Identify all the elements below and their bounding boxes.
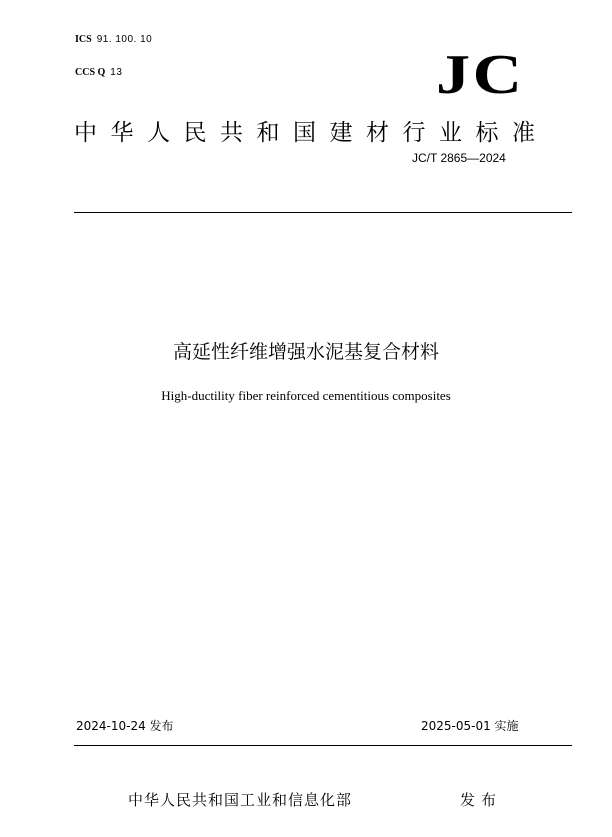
ccs-label: CCS Q [75, 67, 106, 78]
ics-code: 91. 100. 10 [96, 34, 153, 45]
effective-date: 2025-05-01 实施 [421, 719, 519, 733]
release-date: 2024-10-24 发布 [76, 719, 174, 733]
document-title-en: High-ductility fiber reinforced cementitious composites [161, 388, 451, 403]
ccs-code: 13 [110, 67, 123, 78]
top-divider [74, 212, 572, 213]
bottom-divider [74, 745, 572, 746]
document-title-cn: 高延性纤维增强水泥基复合材料 [172, 341, 439, 363]
issuer-action: 发布 [460, 791, 503, 809]
issuer-name: 中华人民共和国工业和信息化部 [128, 791, 353, 809]
ics-classification [75, 34, 152, 45]
standard-category-title: 中华人民共和国建材行业标准 [74, 120, 549, 146]
ics-label: ICS [75, 34, 92, 45]
standard-number: JC/T 2865—2024 [412, 151, 506, 165]
jc-logo: JC [436, 44, 525, 106]
ccs-classification [75, 67, 122, 78]
